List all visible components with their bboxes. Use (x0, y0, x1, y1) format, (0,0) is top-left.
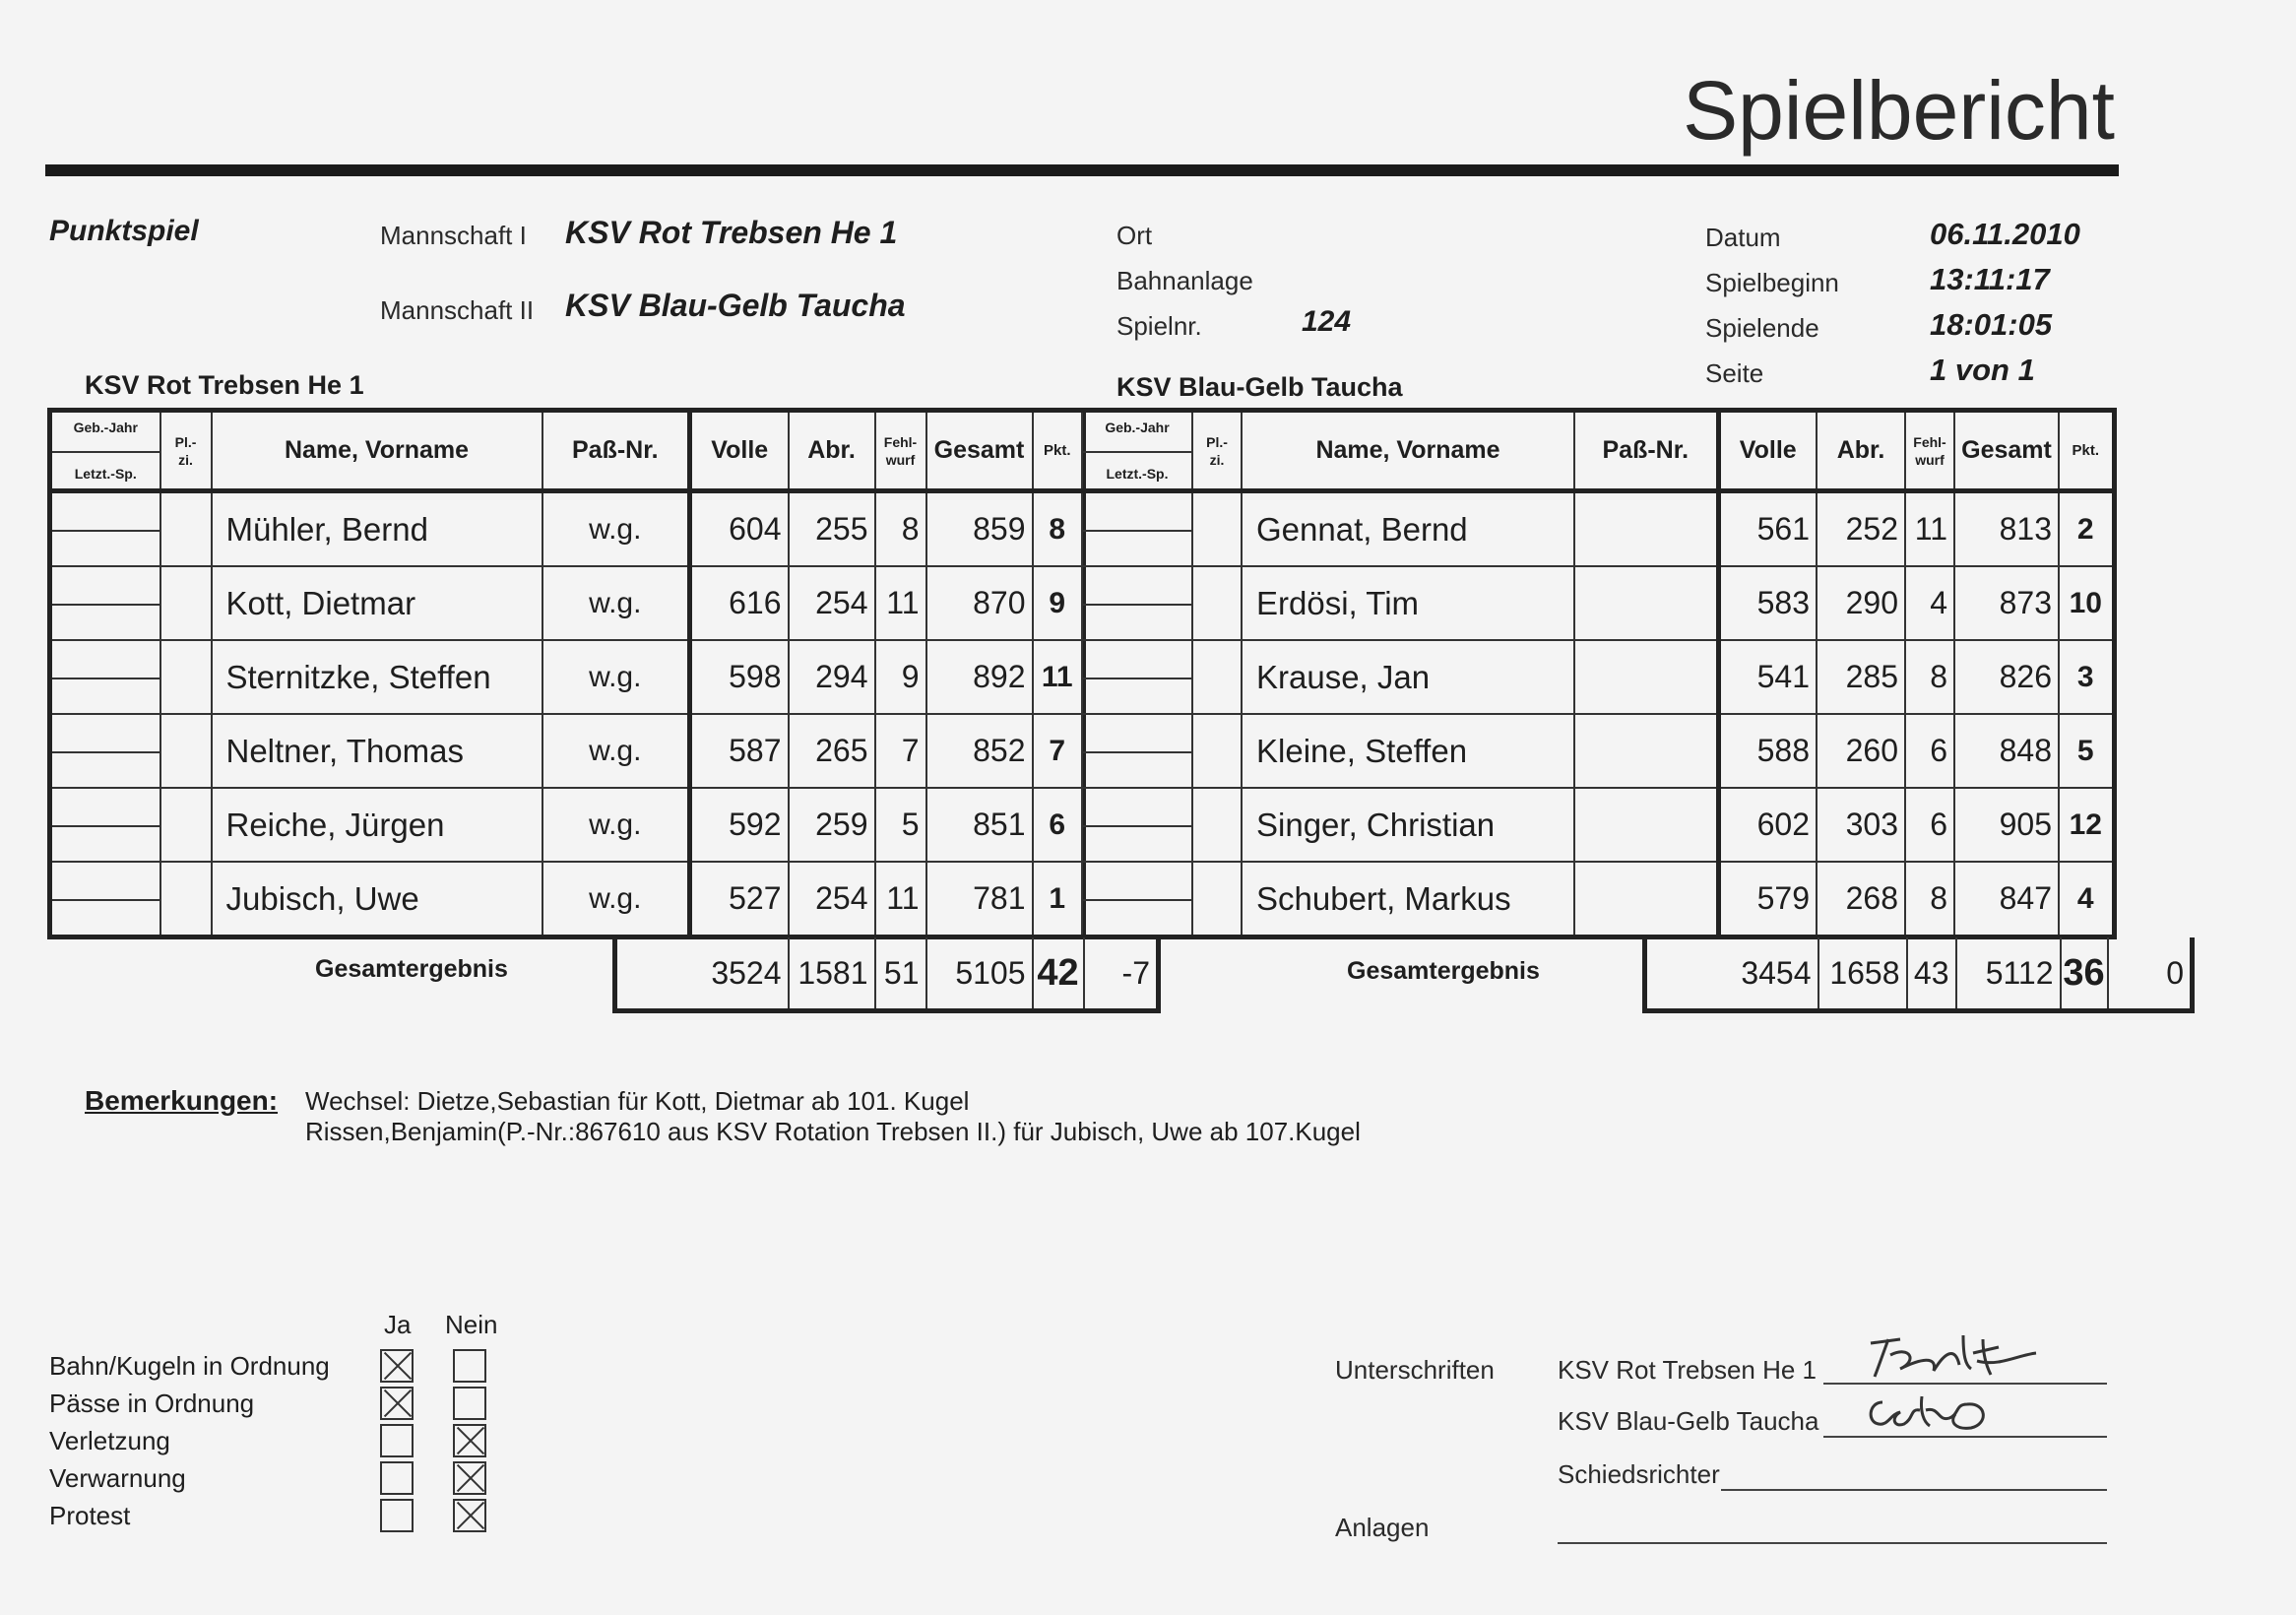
col-gesamt: Gesamt (926, 411, 1033, 491)
pass-nr (1574, 566, 1718, 640)
player-row (1082, 788, 2114, 862)
player-row (50, 640, 1084, 714)
player-name: Mühler, Bernd (212, 491, 542, 567)
pass-nr (1574, 714, 1718, 788)
gesamt-value: 847 (1954, 862, 2059, 937)
player-row (50, 566, 1084, 640)
fehlwurf-value: 8 (1905, 862, 1954, 937)
geb-jahr-cell (1082, 714, 1192, 788)
abr-value: 255 (789, 491, 875, 567)
platz-cell (1192, 491, 1242, 567)
seite-value: 1 von 1 (1930, 353, 2035, 387)
checklist-nein-header: Nein (445, 1310, 498, 1339)
player-row (50, 788, 1084, 862)
spielbeginn-value: 13:11:17 (1930, 262, 2050, 296)
pkt-value: 4 (2059, 862, 2114, 937)
away-score-table (1081, 408, 2117, 939)
volle-value: 602 (1718, 788, 1817, 862)
player-name: Sternitzke, Steffen (212, 640, 542, 714)
gesamt-value: 852 (926, 714, 1033, 788)
player-name: Gennat, Bernd (1242, 491, 1574, 567)
remarks-line-2: Rissen,Benjamin(P.-Nr.:867610 aus KSV Rotation Trebsen II.) für Jubisch, Uwe ab 107.Kugel (305, 1117, 1361, 1146)
pkt-value: 2 (2059, 491, 2114, 567)
volle-value: 541 (1718, 640, 1817, 714)
col-pkt: Pkt. (1033, 411, 1084, 491)
col-abr: Abr. (789, 411, 875, 491)
remarks-label: Bemerkungen: (85, 1085, 279, 1116)
volle-value: 592 (690, 788, 789, 862)
pass-nr (1574, 640, 1718, 714)
pass-nr: w.g. (542, 491, 690, 567)
player-row (50, 491, 1084, 567)
away-team-heading: KSV Blau-Gelb Taucha (1116, 372, 1403, 402)
abr-value: 268 (1817, 862, 1905, 937)
col-gesamt: Gesamt (1954, 411, 2059, 491)
geb-jahr-cell (1082, 640, 1192, 714)
home-total-gesamt: 5105 (926, 937, 1033, 1011)
remarks-line-1: Wechsel: Dietze,Sebastian für Kott, Dietmar ab 101. Kugel (305, 1086, 970, 1116)
fehlwurf-value: 11 (875, 862, 926, 937)
spielnr-label: Spielnr. (1116, 311, 1202, 341)
anlagen-line (1558, 1542, 2107, 1544)
platz-cell (1192, 640, 1242, 714)
checkbox-nein[interactable] (453, 1349, 486, 1383)
gesamt-value: 826 (1954, 640, 2059, 714)
geb-jahr-cell (1082, 788, 1192, 862)
col-volle: Volle (1718, 411, 1817, 491)
geb-jahr-cell (50, 862, 160, 937)
pkt-value: 1 (1033, 862, 1084, 937)
checkbox-ja[interactable] (380, 1424, 414, 1457)
checkbox-ja[interactable] (380, 1349, 414, 1383)
fehlwurf-value: 11 (1905, 491, 1954, 567)
player-name: Schubert, Markus (1242, 862, 1574, 937)
gesamt-value: 859 (926, 491, 1033, 567)
pkt-value: 12 (2059, 788, 2114, 862)
away-total-volle: 3454 (1645, 937, 1818, 1011)
fehlwurf-value: 7 (875, 714, 926, 788)
geb-jahr-cell (50, 566, 160, 640)
geb-jahr-cell (50, 640, 160, 714)
player-name: Jubisch, Uwe (212, 862, 542, 937)
gesamt-value: 781 (926, 862, 1033, 937)
platz-cell (160, 491, 212, 567)
checklist-item-label: Pässe in Ordnung (49, 1389, 255, 1418)
player-row (1082, 640, 2114, 714)
signature-referee-line (1721, 1489, 2107, 1491)
signature-team2-scribble (1861, 1389, 1999, 1438)
col-fehlwurf: Fehl- wurf (1905, 411, 1954, 491)
fehlwurf-value: 9 (875, 640, 926, 714)
home-total-abr: 1581 (789, 937, 875, 1011)
abr-value: 294 (789, 640, 875, 714)
pass-nr: w.g. (542, 566, 690, 640)
volle-value: 579 (1718, 862, 1817, 937)
abr-value: 252 (1817, 491, 1905, 567)
fehlwurf-value: 11 (875, 566, 926, 640)
player-row (1082, 491, 2114, 567)
pkt-value: 10 (2059, 566, 2114, 640)
home-total-pkt: 42 (1033, 937, 1084, 1011)
checklist-item-label: Verwarnung (49, 1463, 186, 1493)
checkbox-ja[interactable] (380, 1461, 414, 1495)
title-rule (45, 164, 2119, 176)
gesamt-value: 851 (926, 788, 1033, 862)
seite-label: Seite (1705, 358, 1764, 388)
checkbox-nein[interactable] (453, 1499, 486, 1532)
pkt-value: 7 (1033, 714, 1084, 788)
datum-value: 06.11.2010 (1930, 217, 2080, 251)
pkt-value: 6 (1033, 788, 1084, 862)
team2-name: KSV Blau-Gelb Taucha (565, 288, 906, 323)
home-total-row (612, 937, 1161, 1013)
player-row (1082, 862, 2114, 937)
pass-nr: w.g. (542, 714, 690, 788)
away-total-pkt: 36 (2061, 937, 2108, 1011)
checklist-item-label: Verletzung (49, 1426, 170, 1455)
spielbeginn-label: Spielbeginn (1705, 268, 1839, 297)
col-pass: Paß-Nr. (1574, 411, 1718, 491)
datum-label: Datum (1705, 223, 1781, 252)
geb-jahr-cell (1082, 566, 1192, 640)
geb-jahr-cell (50, 491, 160, 567)
spielende-label: Spielende (1705, 313, 1819, 343)
platz-cell (1192, 788, 1242, 862)
gesamt-value: 870 (926, 566, 1033, 640)
pass-nr (1574, 491, 1718, 567)
player-name: Singer, Christian (1242, 788, 1574, 862)
signature-team1-scribble (1861, 1325, 2048, 1385)
document-title: Spielbericht (1683, 64, 2115, 157)
game-type: Punktspiel (49, 215, 199, 247)
team1-label: Mannschaft I (380, 221, 527, 250)
signature-referee-label: Schiedsrichter (1558, 1459, 1720, 1489)
abr-value: 303 (1817, 788, 1905, 862)
signature-team1-label: KSV Rot Trebsen He 1 (1558, 1355, 1818, 1385)
checklist-item-label: Bahn/Kugeln in Ordnung (49, 1351, 330, 1381)
pass-nr: w.g. (542, 862, 690, 937)
abr-value: 265 (789, 714, 875, 788)
abr-value: 254 (789, 862, 875, 937)
away-total-diff: 0 (2108, 937, 2193, 1011)
pkt-value: 3 (2059, 640, 2114, 714)
pass-nr: w.g. (542, 640, 690, 714)
fehlwurf-value: 6 (1905, 788, 1954, 862)
away-total-label: Gesamtergebnis (1347, 957, 1540, 985)
team2-label: Mannschaft II (380, 295, 535, 325)
col-pass: Paß-Nr. (542, 411, 690, 491)
away-total-gesamt: 5112 (1956, 937, 2061, 1011)
volle-value: 561 (1718, 491, 1817, 567)
pkt-value: 9 (1033, 566, 1084, 640)
player-name: Krause, Jan (1242, 640, 1574, 714)
player-name: Neltner, Thomas (212, 714, 542, 788)
platz-cell (160, 788, 212, 862)
abr-value: 290 (1817, 566, 1905, 640)
away-total-abr: 1658 (1818, 937, 1907, 1011)
player-name: Reiche, Jürgen (212, 788, 542, 862)
platz-cell (160, 566, 212, 640)
home-total-fehl: 51 (875, 937, 926, 1011)
fehlwurf-value: 4 (1905, 566, 1954, 640)
home-total-volle: 3524 (615, 937, 789, 1011)
pkt-value: 8 (1033, 491, 1084, 567)
checkbox-ja[interactable] (380, 1499, 414, 1532)
col-name: Name, Vorname (1242, 411, 1574, 491)
volle-value: 583 (1718, 566, 1817, 640)
signatures-label: Unterschriften (1335, 1355, 1495, 1385)
platz-cell (160, 640, 212, 714)
pkt-value: 5 (2059, 714, 2114, 788)
volle-value: 598 (690, 640, 789, 714)
ort-label: Ort (1116, 221, 1153, 250)
volle-value: 604 (690, 491, 789, 567)
player-name: Erdösi, Tim (1242, 566, 1574, 640)
fehlwurf-value: 8 (1905, 640, 1954, 714)
col-fehlwurf: Fehl- wurf (875, 411, 926, 491)
pkt-value: 11 (1033, 640, 1084, 714)
platz-cell (160, 714, 212, 788)
bahnanlage-label: Bahnanlage (1116, 266, 1253, 295)
geb-jahr-cell (50, 788, 160, 862)
checkbox-nein[interactable] (453, 1387, 486, 1420)
player-row (50, 714, 1084, 788)
geb-jahr-cell (1082, 862, 1192, 937)
col-pkt: Pkt. (2059, 411, 2114, 491)
col-geb-jahr: Geb.-Jahr Letzt.-Sp. (50, 411, 160, 491)
spielnr-value: 124 (1302, 305, 1352, 338)
col-abr: Abr. (1817, 411, 1905, 491)
pass-nr (1574, 788, 1718, 862)
home-total-label: Gesamtergebnis (315, 955, 508, 983)
abr-value: 260 (1817, 714, 1905, 788)
platz-cell (160, 862, 212, 937)
away-total-fehl: 43 (1907, 937, 1956, 1011)
player-row (1082, 566, 2114, 640)
col-volle: Volle (690, 411, 789, 491)
fehlwurf-value: 8 (875, 491, 926, 567)
gesamt-value: 873 (1954, 566, 2059, 640)
gesamt-value: 905 (1954, 788, 2059, 862)
gesamt-value: 848 (1954, 714, 2059, 788)
platz-cell (1192, 714, 1242, 788)
home-score-table (47, 408, 1086, 939)
checkbox-nein[interactable] (453, 1424, 486, 1457)
player-name: Kott, Dietmar (212, 566, 542, 640)
team1-name: KSV Rot Trebsen He 1 (565, 215, 898, 250)
spielende-value: 18:01:05 (1930, 307, 2053, 342)
geb-jahr-cell (50, 714, 160, 788)
pass-nr: w.g. (542, 788, 690, 862)
player-row (50, 862, 1084, 937)
fehlwurf-value: 6 (1905, 714, 1954, 788)
home-team-heading: KSV Rot Trebsen He 1 (85, 370, 364, 400)
col-platz: Pl.- zi. (1192, 411, 1242, 491)
fehlwurf-value: 5 (875, 788, 926, 862)
anlagen-label: Anlagen (1335, 1513, 1430, 1542)
abr-value: 259 (789, 788, 875, 862)
platz-cell (1192, 862, 1242, 937)
home-total-diff: -7 (1084, 937, 1159, 1011)
signature-team2-label: KSV Blau-Gelb Taucha (1558, 1406, 1819, 1436)
pass-nr (1574, 862, 1718, 937)
platz-cell (1192, 566, 1242, 640)
player-row (1082, 714, 2114, 788)
volle-value: 587 (690, 714, 789, 788)
col-name: Name, Vorname (212, 411, 542, 491)
gesamt-value: 892 (926, 640, 1033, 714)
abr-value: 285 (1817, 640, 1905, 714)
checkbox-nein[interactable] (453, 1461, 486, 1495)
checkbox-ja[interactable] (380, 1387, 414, 1420)
col-platz: Pl.- zi. (160, 411, 212, 491)
away-total-row (1642, 937, 2195, 1013)
gesamt-value: 813 (1954, 491, 2059, 567)
checklist-ja-header: Ja (384, 1310, 412, 1339)
checklist-item-label: Protest (49, 1501, 131, 1530)
abr-value: 254 (789, 566, 875, 640)
geb-jahr-cell (1082, 491, 1192, 567)
player-name: Kleine, Steffen (1242, 714, 1574, 788)
volle-value: 616 (690, 566, 789, 640)
col-geb-jahr: Geb.-Jahr Letzt.-Sp. (1082, 411, 1192, 491)
volle-value: 588 (1718, 714, 1817, 788)
volle-value: 527 (690, 862, 789, 937)
